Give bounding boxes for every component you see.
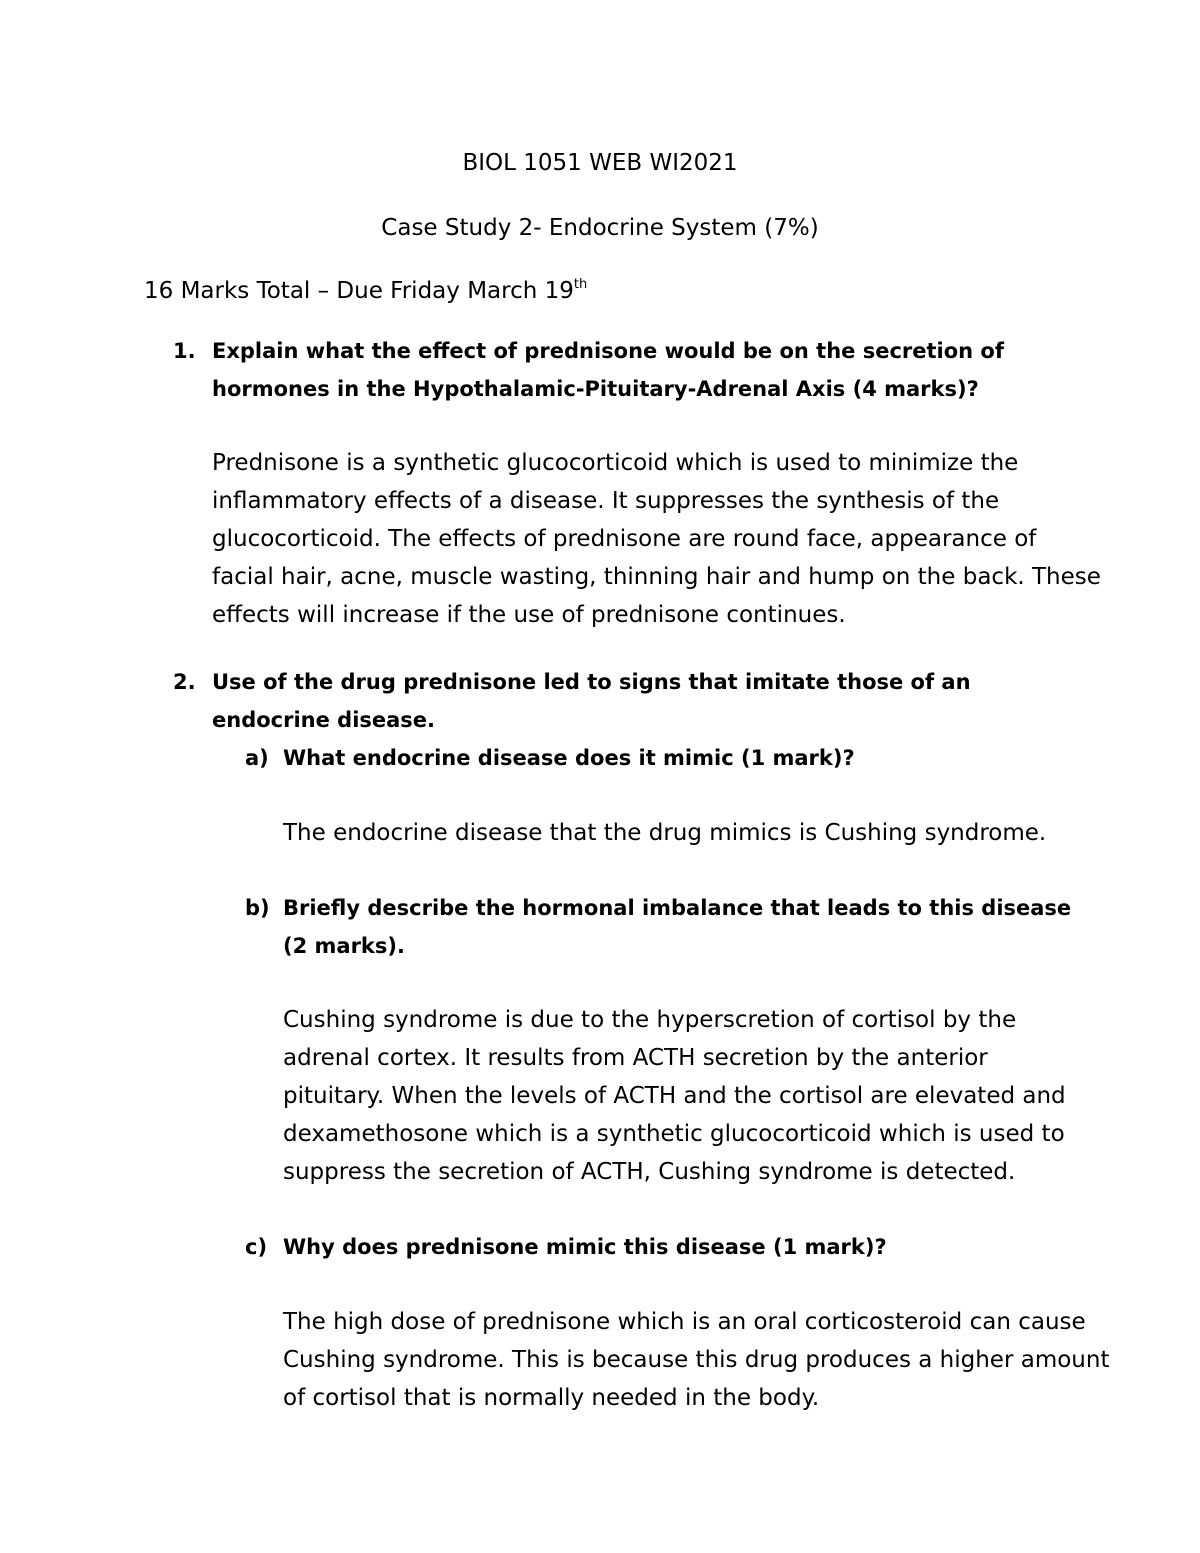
q1-question-line-1: Explain what the effect of prednisone would be on the secretion of [212,339,1004,363]
marks-due-line [144,276,587,310]
q2c-answer-line-3: of cortisol that is normally needed in the body. [283,1385,820,1411]
q2b-label: b) [245,896,270,920]
q2c-answer-line-1: The high dose of prednisone which is an oral corticosteroid can cause [283,1309,1086,1335]
q2-number: 2. [173,670,196,694]
q2c-answer-line-2: Cushing syndrome. This is because this drug produces a higher amount [283,1347,1110,1373]
marks-due-text: 16 Marks Total – Due Friday March 19 [144,278,574,304]
q1-answer-line-5: effects will increase if the use of prednisone continues. [212,602,846,628]
q2-question-line-1: Use of the drug prednisone led to signs that imitate those of an [212,670,971,694]
q2c-label: c) [245,1235,268,1259]
q2b-answer-line-4: dexamethosone which is a synthetic glucocorticoid which is used to [283,1121,1065,1147]
q2b-answer-line-1: Cushing syndrome is due to the hyperscretion of cortisol by the [283,1007,1017,1033]
q1-number: 1. [173,339,196,363]
q2a-answer-line-1: The endocrine disease that the drug mimics is Cushing syndrome. [283,820,1047,846]
q1-answer-line-3: glucocorticoid. The effects of prednisone are round face, appearance of [212,526,1037,552]
q1-answer-line-1: Prednisone is a synthetic glucocorticoid which is used to minimize the [212,450,1019,476]
q2b-question-line-2: (2 marks). [283,934,405,958]
q1-answer-line-4: facial hair, acne, muscle wasting, thinning hair and hump on the back. These [212,564,1101,590]
q2b-question-line-1: Briefly describe the hormonal imbalance that leads to this disease [283,896,1072,920]
course-code: BIOL 1051 WEB WI2021 [462,150,738,176]
q2b-answer-line-3: pituitary. When the levels of ACTH and the cortisol are elevated and [283,1083,1066,1109]
q2b-answer-line-2: adrenal cortex. It results from ACTH secretion by the anterior [283,1045,988,1071]
q2c-question: Why does prednisone mimic this disease (1 mark)? [283,1235,887,1259]
case-study-title: Case Study 2- Endocrine System (7%) [381,215,819,241]
q2b-answer-line-5: suppress the secretion of ACTH, Cushing syndrome is detected. [283,1159,1016,1185]
q2a-label: a) [245,746,269,770]
q2a-question: What endocrine disease does it mimic (1 mark)? [283,746,855,770]
marks-due-superscript: th [573,277,588,292]
q1-answer-line-2: inflammatory effects of a disease. It suppresses the synthesis of the [212,488,1000,514]
q2-question-line-2: endocrine disease. [212,708,436,732]
q1-question-line-2: hormones in the Hypothalamic-Pituitary-Adrenal Axis (4 marks)? [212,377,979,401]
